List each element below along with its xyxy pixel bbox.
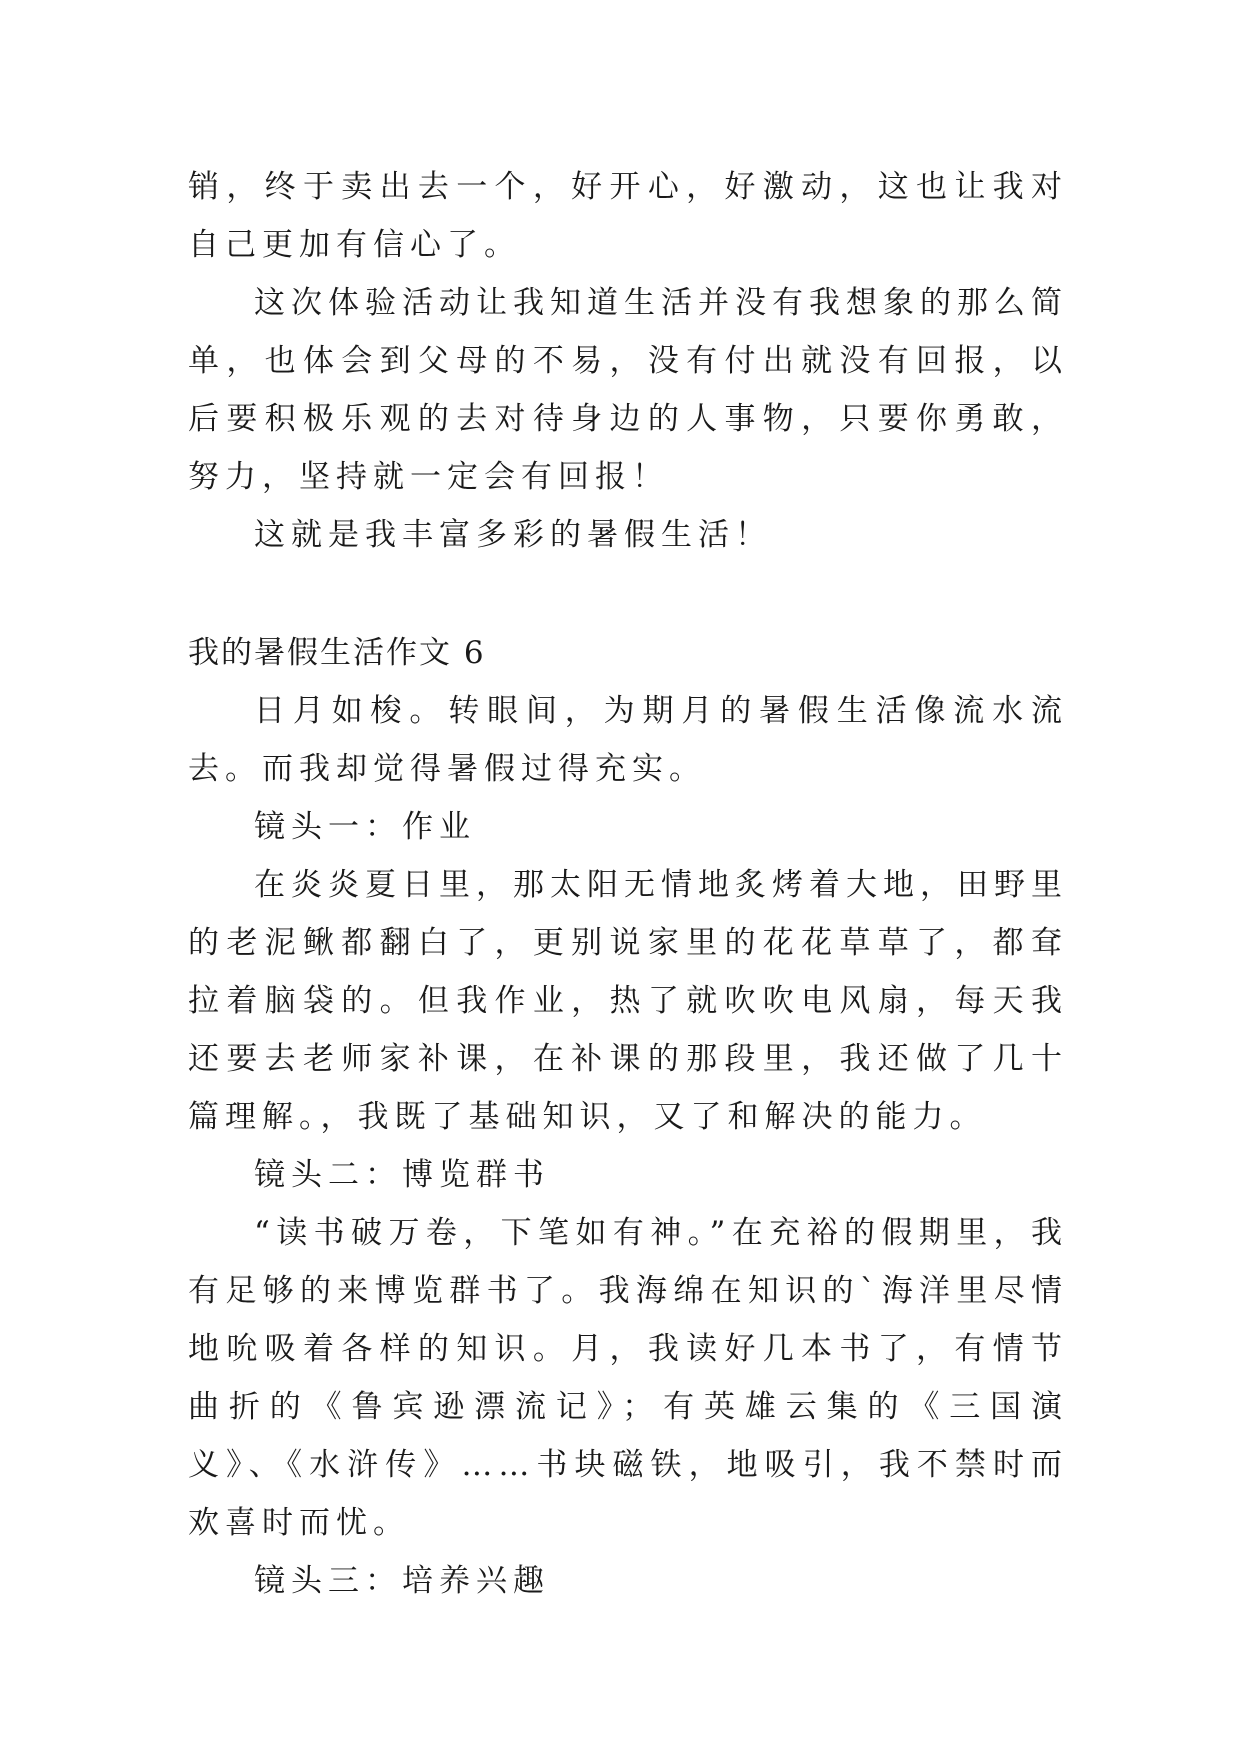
subheading-shot-two: 镜头二：博览群书: [254, 1157, 550, 1193]
subheading-shot-three: 镜头三：培养兴趣: [254, 1563, 550, 1599]
paragraph: 日月如梭。转眼间，为期月的暑假生活像流水流去。而我却觉得暑假过得充实。: [188, 693, 1068, 787]
paragraph: “读书破万卷，下笔如有神。”在充裕的假期里，我有足够的来博览群书了。我海绵在知识的`海洋里尽情地吮吸着各样的知识。月，我读好几本书了，有情节曲折的《鲁宾逊漂流记》；有英雄云集的《三国演义》、《水浒传》……书块磁铁，地吸引，我不禁时而欢喜时而忧。: [188, 1215, 1068, 1541]
subheading-shot-one: 镜头一：作业: [254, 809, 476, 845]
section-title: 我的暑假生活作文 6: [188, 635, 486, 671]
paragraph: 这次体验活动让我知道生活并没有我想象的那么简单，也体会到父母的不易，没有付出就没有回报，以后要积极乐观的去对待身边的人事物，只要你勇敢，努力，坚持就一定会有回报！: [188, 285, 1068, 495]
paragraph: 在炎炎夏日里，那太阳无情地炙烤着大地，田野里的老泥鳅都翻白了，更别说家里的花花草草了，都耷拉着脑袋的。但我作业，热了就吹吹电风扇，每天我还要去老师家补课，在补课的那段里，我还做了几十篇理解。，我既了基础知识，又了和解决的能力。: [188, 867, 1068, 1135]
paragraph: 销，终于卖出去一个，好开心，好激动，这也让我对自己更加有信心了。: [188, 169, 1068, 263]
document-body: [188, 158, 1068, 1610]
paragraph: 这就是我丰富多彩的暑假生活！: [254, 517, 772, 553]
